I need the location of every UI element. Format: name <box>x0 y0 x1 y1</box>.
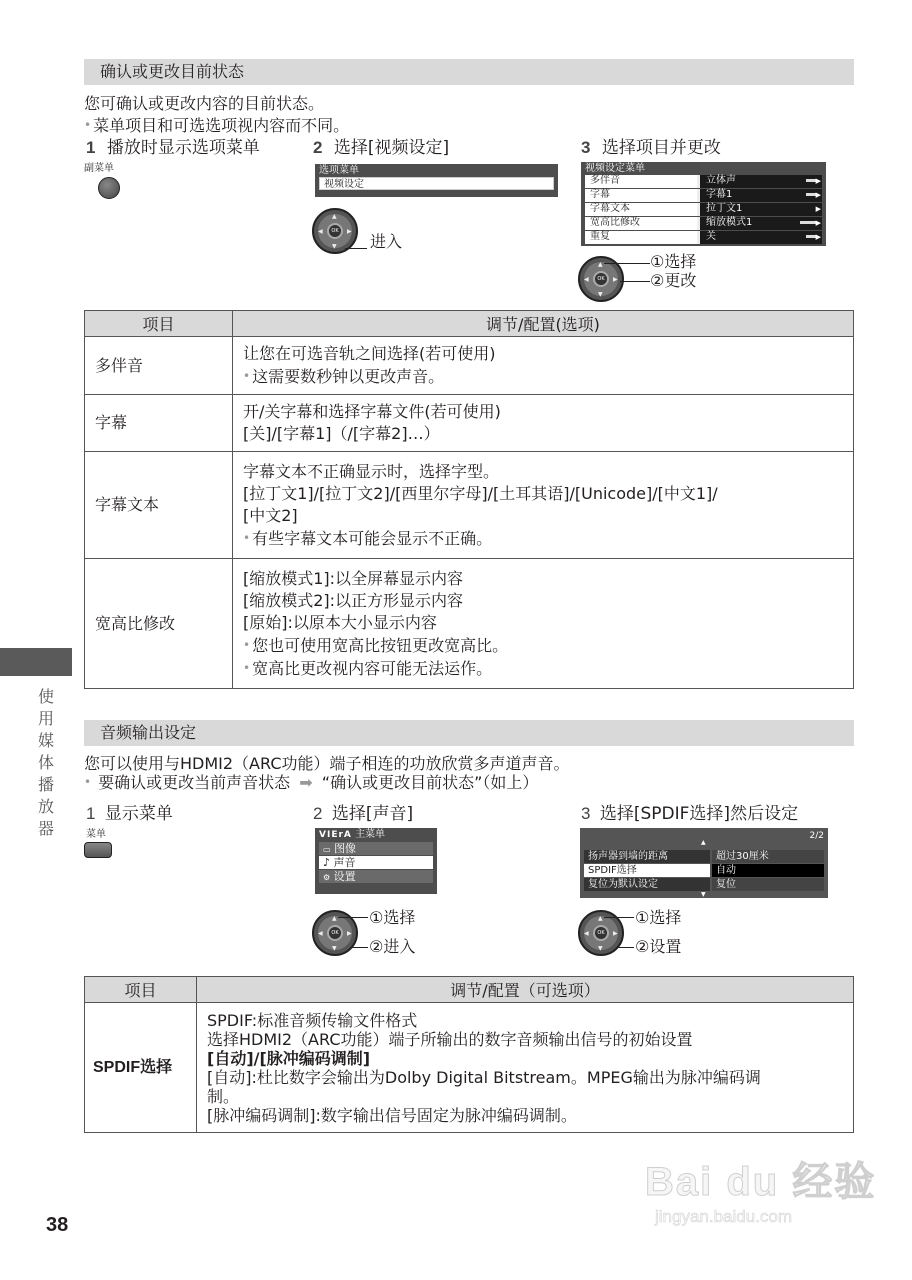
section1-intro: 您可确认或更改内容的目前状态。 <box>84 94 325 113</box>
submenu-button-label: 副菜单 <box>84 163 114 174</box>
enter-callout: 进入 <box>370 232 403 251</box>
table-header-row <box>85 311 854 337</box>
ok-button-icon[interactable]: OK <box>327 925 343 941</box>
menu-button-label: 菜单 <box>86 829 106 840</box>
watermark-url: jingyan.baidu.com <box>655 1207 793 1226</box>
table-row <box>85 559 854 689</box>
table-cell-item: 字幕 <box>85 395 233 452</box>
ok-button-icon[interactable]: OK <box>327 223 343 239</box>
chapter-label: 使用媒体播放器 <box>37 687 54 838</box>
step-number: 3 <box>581 804 591 823</box>
step-number: 2 <box>313 804 323 823</box>
menu-row-spdif[interactable]: SPDIF选择 自动 <box>584 864 824 877</box>
sound-settings-menu <box>580 828 828 898</box>
page-indicator: 2/2 <box>809 831 824 841</box>
baidu-watermark <box>645 1150 876 1227</box>
step-label: 选择[视频设定] <box>333 138 450 158</box>
dpad-icon[interactable]: ▲ ▼ ◀ ▶ OK <box>578 256 624 302</box>
table-cell-desc: SPDIF:标准音频传输文件格式 选择HDMI2（ARC功能）端子所输出的数字音频输出信号的初始设置 [自动]/[脉冲编码调制] [自动]:杜比数字会输出为Dolby Digital Bitstream。MPEG输出为脉冲编码调 制。 [脉冲编码调制]:数字输出信号固定为脉冲编码调制。 <box>197 1003 854 1133</box>
section1-note <box>84 115 349 136</box>
section2-intro: 您可以使用与HDMI2（ARC功能）端子相连的功放欣赏多声道声音。 <box>84 754 570 773</box>
table-row <box>85 1003 854 1133</box>
step3-heading <box>581 137 721 159</box>
main-menu <box>315 828 437 894</box>
step2-heading <box>313 137 449 159</box>
step-number: 3 <box>581 138 591 157</box>
menu-row-speaker-distance[interactable]: 扬声器到墙的距离 超过30厘米 <box>584 850 824 863</box>
video-settings-menu <box>581 162 826 246</box>
scroll-down-icon[interactable]: ▼ <box>701 891 706 898</box>
callout-line <box>345 248 367 249</box>
main-menu-item-sound[interactable]: ♪ 声音 <box>319 856 433 869</box>
video-settings-menu-title: 视频设定菜单 <box>585 163 645 174</box>
section1-note-text: 菜单项目和可选选项视内容而不同。 <box>93 116 350 135</box>
column-header-item: 项目 <box>85 977 197 1003</box>
option-menu-item-video-settings[interactable]: 视频设定 <box>319 177 554 190</box>
table-row <box>85 337 854 395</box>
table-cell-item: 宽高比修改 <box>85 559 233 689</box>
column-header-item: 项目 <box>85 311 233 337</box>
menu-row-subtitle-text[interactable]: 字幕文本 拉丁文1 ▶ <box>585 203 822 216</box>
dpad-icon[interactable]: ▲ ▼ ◀ ▶ OK <box>312 208 358 254</box>
callout-line <box>616 947 634 948</box>
table-cell-desc: 让您在可选音轨之间选择(若可使用) • 这需要数秒钟以更改声音。 <box>233 337 854 395</box>
page-number: 38 <box>46 1214 69 1236</box>
column-header-options: 调节/配置（可选项） <box>197 977 854 1003</box>
option-menu-title: 选项菜单 <box>319 165 359 176</box>
viera-logo: VIErA <box>319 830 352 840</box>
table-cell-item: SPDIF选择 <box>85 1003 197 1133</box>
select-callout: ①选择 <box>650 252 697 271</box>
step1-heading <box>86 803 173 825</box>
table-cell-desc: [缩放模式1]:以全屏幕显示内容 [缩放模式2]:以正方形显示内容 [原始]:以原本大小显示内容 • 您也可使用宽高比按钮更改宽高比。 • 宽高比更改视内容可能无法运作。 <box>233 559 854 689</box>
callout-line <box>620 281 650 282</box>
step3-heading <box>581 803 798 825</box>
table-cell-item: 字幕文本 <box>85 452 233 559</box>
option-menu <box>315 164 558 197</box>
step-label: 显示菜单 <box>104 804 173 824</box>
step-label: 播放时显示选项菜单 <box>106 138 260 158</box>
table-header-row <box>85 977 854 1003</box>
step-number: 2 <box>313 138 323 157</box>
wrench-icon: ⚙ <box>323 873 331 882</box>
menu-row-subtitles[interactable]: 字幕 字幕1 ▶ <box>585 189 822 202</box>
select-callout: ①选择 <box>369 908 416 927</box>
change-callout: ②更改 <box>650 271 697 290</box>
enter-callout: ②进入 <box>369 937 416 956</box>
step-label: 选择项目并更改 <box>601 138 721 158</box>
table-row <box>85 395 854 452</box>
step-number: 1 <box>86 804 96 823</box>
submenu-button[interactable] <box>98 177 120 199</box>
dpad-icon[interactable]: ▲ ▼ ◀ ▶ OK <box>578 910 624 956</box>
menu-button[interactable] <box>84 842 112 858</box>
set-callout: ②设置 <box>635 937 682 956</box>
main-menu-item-picture[interactable]: ▭ 图像 <box>319 842 433 855</box>
menu-row-repeat[interactable]: 重复 关 ▶ <box>585 231 822 244</box>
callout-line <box>338 917 368 918</box>
table-row <box>85 452 854 559</box>
section2-note: • 要确认或更改当前声音状态 ➡ “确认或更改目前状态”（如上） <box>84 772 538 793</box>
ok-button-icon[interactable]: OK <box>593 271 609 287</box>
arrow-right-icon: ➡ <box>299 773 313 792</box>
callout-line <box>350 947 368 948</box>
select-callout: ①选择 <box>635 908 682 927</box>
table-cell-desc: 开/关字幕和选择字幕文件(若可使用) [关]/[字幕1]（/[字幕2]…） <box>233 395 854 452</box>
step-number: 1 <box>86 138 96 157</box>
step-label: 选择[声音] <box>331 804 414 824</box>
menu-row-multi-audio[interactable]: 多伴音 立体声 ▶ <box>585 175 822 188</box>
table-cell-desc: 字幕文本不正确显示时，选择字型。 [拉丁文1]/[拉丁文2]/[西里尔字母]/[土耳其语]/[Unicode]/[中文1]/ [中文2] • 有些字幕文本可能会显示不正确。 <box>233 452 854 559</box>
picture-icon: ▭ <box>323 845 331 854</box>
step1-heading <box>86 137 260 159</box>
step2-heading <box>313 803 413 825</box>
callout-line <box>604 917 634 918</box>
section-header-audio-output: 音频输出设定 <box>84 720 854 746</box>
step-label: 选择[SPDIF选择]然后设定 <box>599 804 799 824</box>
chapter-tab-marker <box>0 648 72 676</box>
music-note-icon: ♪ <box>323 856 331 869</box>
callout-line <box>604 263 650 264</box>
video-settings-table <box>84 310 854 689</box>
column-header-options: 调节/配置(选项) <box>233 311 854 337</box>
watermark-logo: Bai du 经验 <box>645 1160 877 1204</box>
table-cell-item: 多伴音 <box>85 337 233 395</box>
section-header-status: 确认或更改目前状态 <box>84 59 854 85</box>
scroll-up-icon[interactable]: ▲ <box>701 839 706 846</box>
menu-row-reset-defaults[interactable]: 复位为默认设定 复位 <box>584 878 824 891</box>
menu-row-aspect[interactable]: 宽高比修改 缩放模式1 ▶ <box>585 217 822 230</box>
ok-button-icon[interactable]: OK <box>593 925 609 941</box>
dpad-icon[interactable]: ▲ ▼ ◀ ▶ OK <box>312 910 358 956</box>
audio-output-table <box>84 976 854 1133</box>
main-menu-item-setup[interactable]: ⚙ 设置 <box>319 870 433 883</box>
cross-reference-link[interactable]: “确认或更改目前状态”（如上） <box>321 773 539 792</box>
main-menu-title: 主菜单 <box>355 829 386 840</box>
